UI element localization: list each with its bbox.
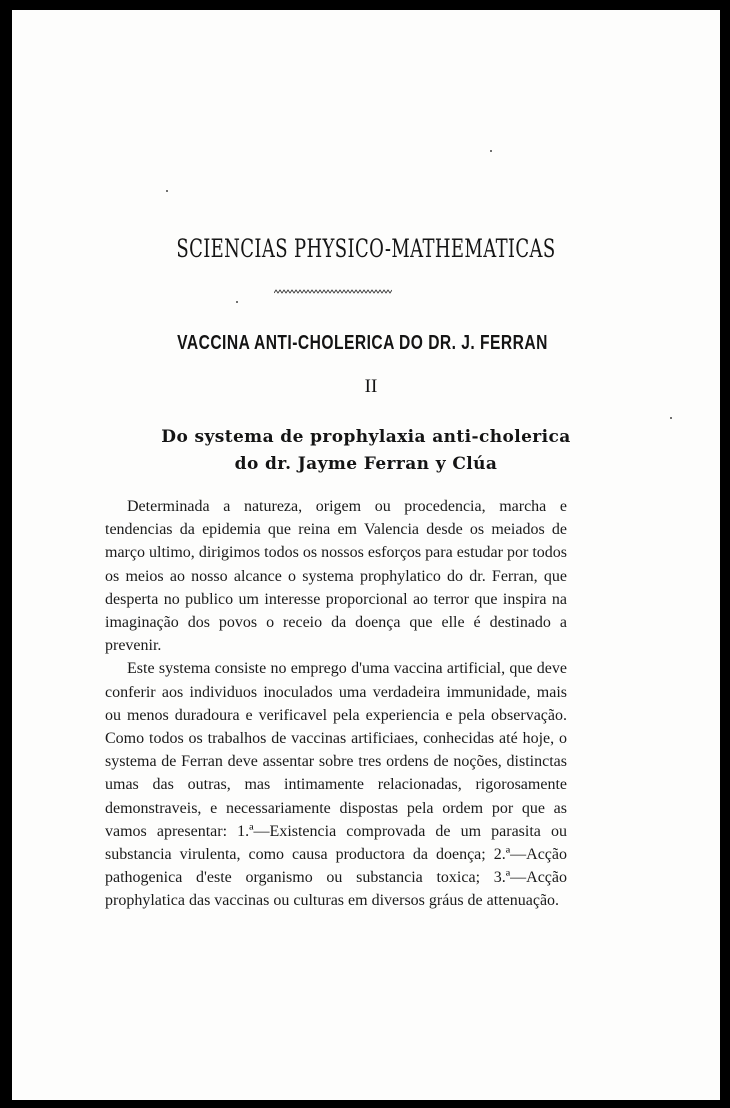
part-number: II (364, 376, 378, 397)
body-text (105, 495, 567, 913)
zigzag-ornament (274, 289, 392, 295)
section-title: SCIENCIAS PHYSICO-MATHEMATICAS (176, 234, 556, 263)
chapter-subtitle (12, 424, 720, 478)
scan-speck (670, 417, 672, 419)
scan-speck (490, 150, 492, 152)
scan-speck (236, 301, 238, 303)
subtitle-line-1: Do systema de prophylaxia anti-cholerica (161, 427, 571, 447)
paragraph-2: Este systema consiste no emprego d'uma vaccina artificial, que deve conferir aos individuos inoculados uma verdadeira immunidade, mais ou menos duradoura e verificavel pela experiencia e pela observação. Como todos os trabalhos de vaccinas artificiaes, conhecidas até hoje, o systema de Ferran deve assentar sobre tres ordens de noções, distinctas umas das outras, mas intimamente relacionadas, rigorosamente demonstraveis, e necessariamente dispostas pela ordem por que as vamos apresentar: 1.ª—Existencia comprovada de um parasita ou substancia virulenta, como causa productora da doença; 2.ª—Acção pathogenica d'este organismo ou substancia toxica; 3.ª—Acção prophylatica das vaccinas ou culturas em diversos gráus de attenuação. (105, 660, 567, 910)
article-title: VACCINA ANTI-CHOLERICA DO DR. J. FERRAN (177, 332, 548, 354)
subtitle-line-2: do dr. Jayme Ferran y Clúa (234, 454, 498, 474)
paragraph-1: Determinada a natureza, origem ou procedencia, marcha e tendencias da epidemia que reina em Valencia desde os meiados de março ultimo, dirigimos todos os nossos esforços para estudar por todos os meios ao nosso alcance o systema prophylatico do dr. Ferran, que desperta no publico um interesse proporcional ao terror que inspira na imaginação dos povos o receio da doença que elle é destinado a prevenir. (105, 498, 567, 655)
scan-speck (166, 190, 168, 192)
document-page (12, 10, 720, 1100)
